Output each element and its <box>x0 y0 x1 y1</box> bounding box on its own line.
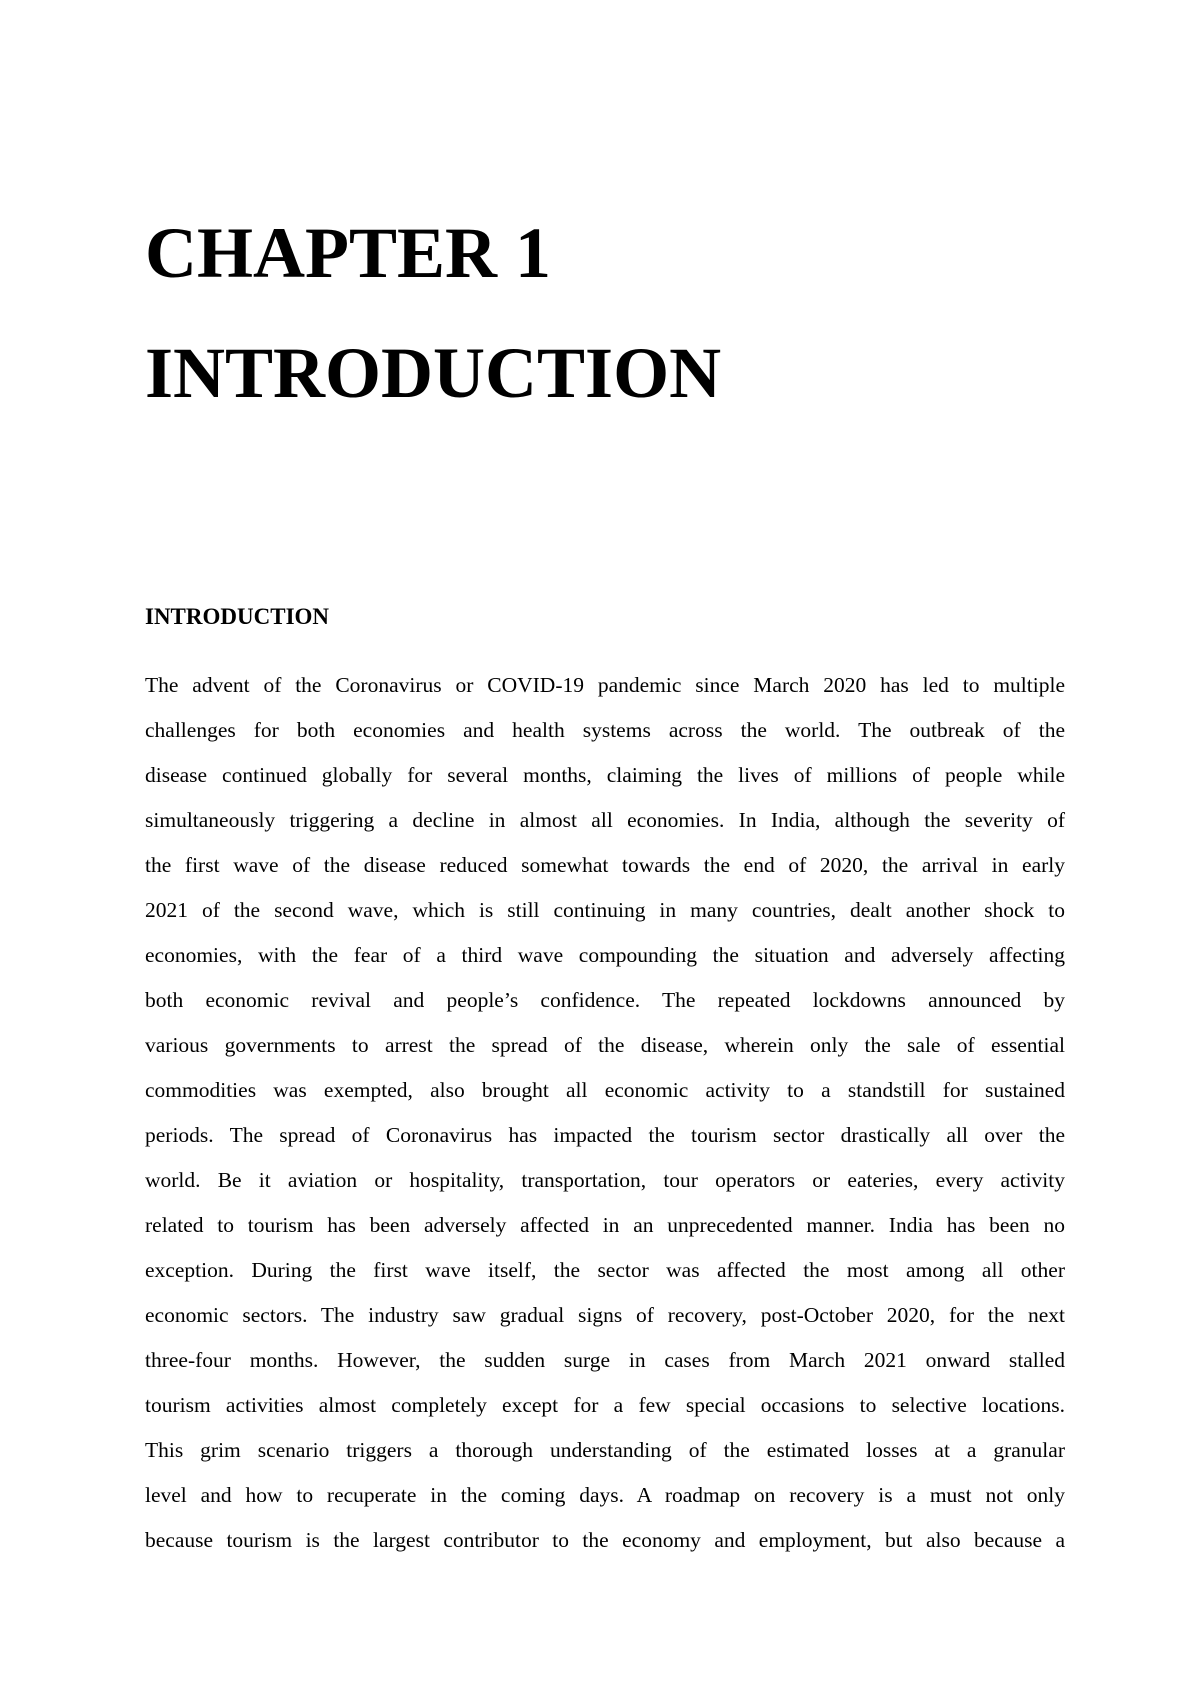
paragraph-line: economies, with the fear of a third wave compounding the situation and adversely affecting <box>145 943 1065 967</box>
paragraph-line: simultaneously triggering a decline in almost all economies. In India, although the severity of <box>145 808 1065 832</box>
paragraph-line: both economic revival and people’s confidence. The repeated lockdowns announced by <box>145 988 1065 1012</box>
paragraph-line: The advent of the Coronavirus or COVID-19 pandemic since March 2020 has led to multiple <box>145 673 1065 697</box>
paragraph-line: related to tourism has been adversely affected in an unprecedented manner. India has been no <box>145 1213 1065 1237</box>
paragraph-line: periods. The spread of Coronavirus has impacted the tourism sector drastically all over the <box>145 1123 1065 1147</box>
paragraph-line: commodities was exempted, also brought all economic activity to a standstill for sustained <box>145 1078 1065 1102</box>
paragraph-line: tourism activities almost completely except for a few special occasions to selective locations. <box>145 1393 1065 1417</box>
paragraph-line: disease continued globally for several months, claiming the lives of millions of people while <box>145 763 1065 787</box>
paragraph-line: This grim scenario triggers a thorough understanding of the estimated losses at a granular <box>145 1438 1065 1462</box>
chapter-number: CHAPTER 1 <box>145 213 552 293</box>
paragraph-line: 2021 of the second wave, which is still continuing in many countries, dealt another shock to <box>145 898 1065 922</box>
paragraph-line: world. Be it aviation or hospitality, transportation, tour operators or eateries, every activity <box>145 1168 1065 1192</box>
paragraph-line: level and how to recuperate in the coming days. A roadmap on recovery is a must not only <box>145 1483 1065 1507</box>
paragraph-line: various governments to arrest the spread of the disease, wherein only the sale of essential <box>145 1033 1065 1057</box>
paragraph-line: because tourism is the largest contributor to the economy and employment, but also because a <box>145 1528 1065 1552</box>
paragraph-line: challenges for both economies and health systems across the world. The outbreak of the <box>145 718 1065 742</box>
body-paragraph <box>145 663 1065 1563</box>
chapter-title: INTRODUCTION <box>145 333 722 413</box>
section-heading: INTRODUCTION <box>145 604 330 629</box>
paragraph-line: exception. During the first wave itself, the sector was affected the most among all other <box>145 1258 1065 1282</box>
paragraph-line: three-four months. However, the sudden surge in cases from March 2021 onward stalled <box>145 1348 1065 1372</box>
paragraph-line: economic sectors. The industry saw gradual signs of recovery, post-October 2020, for the next <box>145 1303 1065 1327</box>
paragraph-line: the first wave of the disease reduced somewhat towards the end of 2020, the arrival in early <box>145 853 1065 877</box>
